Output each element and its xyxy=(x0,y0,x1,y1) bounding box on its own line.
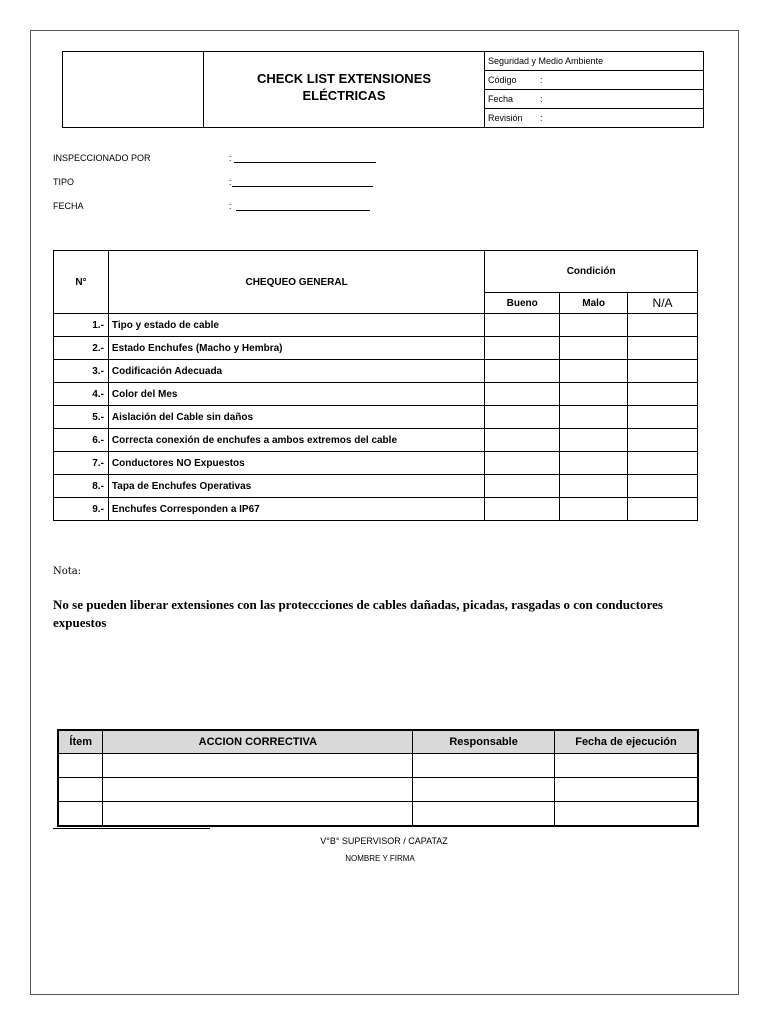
field-tipo xyxy=(53,176,373,187)
meta-dept xyxy=(485,52,703,71)
header-meta xyxy=(485,52,703,127)
malo-cell[interactable] xyxy=(560,314,628,337)
row-number: 8.- xyxy=(54,475,109,498)
col-malo-header: Malo xyxy=(560,293,628,314)
bueno-cell[interactable] xyxy=(485,452,560,475)
revision-label: Revisión xyxy=(488,113,523,123)
na-cell[interactable] xyxy=(628,383,698,406)
bueno-cell[interactable] xyxy=(485,383,560,406)
checklist-table xyxy=(53,250,698,521)
bueno-cell[interactable] xyxy=(485,337,560,360)
inspeccionado-sep: : xyxy=(229,153,232,163)
row-item: Tapa de Enchufes Operativas xyxy=(108,475,484,498)
na-cell[interactable] xyxy=(628,360,698,383)
codigo-sep: : xyxy=(540,75,543,85)
corrective-row xyxy=(58,802,698,827)
fecha-info-sep: : xyxy=(229,201,232,211)
checklist-row xyxy=(54,314,698,337)
inspeccionado-input-line[interactable] xyxy=(234,152,376,163)
malo-cell[interactable] xyxy=(560,452,628,475)
document-title xyxy=(204,52,485,127)
bueno-cell[interactable] xyxy=(485,406,560,429)
title-line-2: ELÉCTRICAS xyxy=(302,87,386,103)
row-item: Enchufes Corresponden a IP67 xyxy=(108,498,484,521)
cell[interactable] xyxy=(554,802,698,827)
tipo-input-line[interactable] xyxy=(232,176,373,187)
row-item: Estado Enchufes (Macho y Hembra) xyxy=(108,337,484,360)
corrective-table xyxy=(57,729,699,827)
row-item: Codificación Adecuada xyxy=(108,360,484,383)
row-item: Conductores NO Expuestos xyxy=(108,452,484,475)
bueno-cell[interactable] xyxy=(485,314,560,337)
na-cell[interactable] xyxy=(628,314,698,337)
malo-cell[interactable] xyxy=(560,406,628,429)
fecha-sep: : xyxy=(540,94,543,104)
row-number: 6.- xyxy=(54,429,109,452)
bueno-cell[interactable] xyxy=(485,429,560,452)
fecha-input-line[interactable] xyxy=(236,200,370,211)
cell[interactable] xyxy=(58,754,103,778)
checklist-row xyxy=(54,406,698,429)
revision-sep: : xyxy=(540,113,543,123)
tipo-sep: : xyxy=(229,177,232,187)
row-number: 3.- xyxy=(54,360,109,383)
bueno-cell[interactable] xyxy=(485,360,560,383)
checklist-row xyxy=(54,360,698,383)
row-number: 4.- xyxy=(54,383,109,406)
cell[interactable] xyxy=(413,778,555,802)
na-cell[interactable] xyxy=(628,475,698,498)
malo-cell[interactable] xyxy=(560,383,628,406)
checklist-row xyxy=(54,429,698,452)
codigo-label: Código xyxy=(488,75,517,85)
corrective-row xyxy=(58,778,698,802)
checklist-row xyxy=(54,498,698,521)
signature-role: V°B° SUPERVISOR / CAPATAZ xyxy=(320,836,448,846)
note-label: Nota: xyxy=(53,566,82,577)
cell[interactable] xyxy=(103,754,413,778)
cell[interactable] xyxy=(103,802,413,827)
tipo-label: TIPO xyxy=(53,177,75,187)
col-num-header: N° xyxy=(54,251,109,314)
inspeccionado-label: INSPECCIONADO POR xyxy=(53,153,151,163)
checklist-row xyxy=(54,475,698,498)
na-cell[interactable] xyxy=(628,429,698,452)
bueno-cell[interactable] xyxy=(485,475,560,498)
row-number: 2.- xyxy=(54,337,109,360)
malo-cell[interactable] xyxy=(560,498,628,521)
col-accion-header: ACCION CORRECTIVA xyxy=(103,730,413,754)
bueno-cell[interactable] xyxy=(485,498,560,521)
col-responsable-header: Responsable xyxy=(413,730,555,754)
col-na-header: N/A xyxy=(628,293,698,314)
cell[interactable] xyxy=(413,802,555,827)
cell[interactable] xyxy=(58,778,103,802)
malo-cell[interactable] xyxy=(560,360,628,383)
row-item: Color del Mes xyxy=(108,383,484,406)
malo-cell[interactable] xyxy=(560,475,628,498)
cell[interactable] xyxy=(413,754,555,778)
checklist-row xyxy=(54,337,698,360)
field-inspeccionado xyxy=(53,152,376,163)
dept-label: Seguridad y Medio Ambiente xyxy=(488,56,604,66)
cell[interactable] xyxy=(103,778,413,802)
field-fecha xyxy=(53,200,370,211)
row-number: 7.- xyxy=(54,452,109,475)
meta-codigo xyxy=(485,71,703,90)
meta-fecha xyxy=(485,90,703,109)
row-number: 9.- xyxy=(54,498,109,521)
malo-cell[interactable] xyxy=(560,337,628,360)
fecha-info-label: FECHA xyxy=(53,201,84,211)
title-line-1: CHECK LIST EXTENSIONES xyxy=(256,70,432,86)
checklist-row xyxy=(54,383,698,406)
row-number: 5.- xyxy=(54,406,109,429)
malo-cell[interactable] xyxy=(560,429,628,452)
document-header xyxy=(62,51,704,128)
col-bueno-header: Bueno xyxy=(485,293,560,314)
corrective-row xyxy=(58,754,698,778)
row-number: 1.- xyxy=(54,314,109,337)
cell[interactable] xyxy=(554,754,698,778)
cell[interactable] xyxy=(554,778,698,802)
na-cell[interactable] xyxy=(628,337,698,360)
meta-revision xyxy=(485,109,703,127)
note-text: No se pueden liberar extensiones con las proteccciones de cables dañadas, picadas, rasgadas o con conductores expuestos xyxy=(53,597,663,630)
na-cell[interactable] xyxy=(628,498,698,521)
row-item: Aislación del Cable sin daños xyxy=(108,406,484,429)
fecha-label: Fecha xyxy=(488,94,514,104)
row-item: Tipo y estado de cable xyxy=(108,314,484,337)
col-fecha-header: Fecha de ejecución xyxy=(554,730,698,754)
logo-area xyxy=(63,52,204,127)
cell[interactable] xyxy=(58,802,103,827)
col-general-header: CHEQUEO GENERAL xyxy=(108,251,484,314)
signature-caption: NOMBRE Y FIRMA xyxy=(345,854,415,863)
na-cell[interactable] xyxy=(628,406,698,429)
checklist-row xyxy=(54,452,698,475)
row-item: Correcta conexión de enchufes a ambos extremos del cable xyxy=(108,429,484,452)
col-item-header: Ítem xyxy=(58,730,103,754)
col-condicion-header: Condición xyxy=(485,251,698,293)
na-cell[interactable] xyxy=(628,452,698,475)
signature-line[interactable] xyxy=(53,828,210,829)
